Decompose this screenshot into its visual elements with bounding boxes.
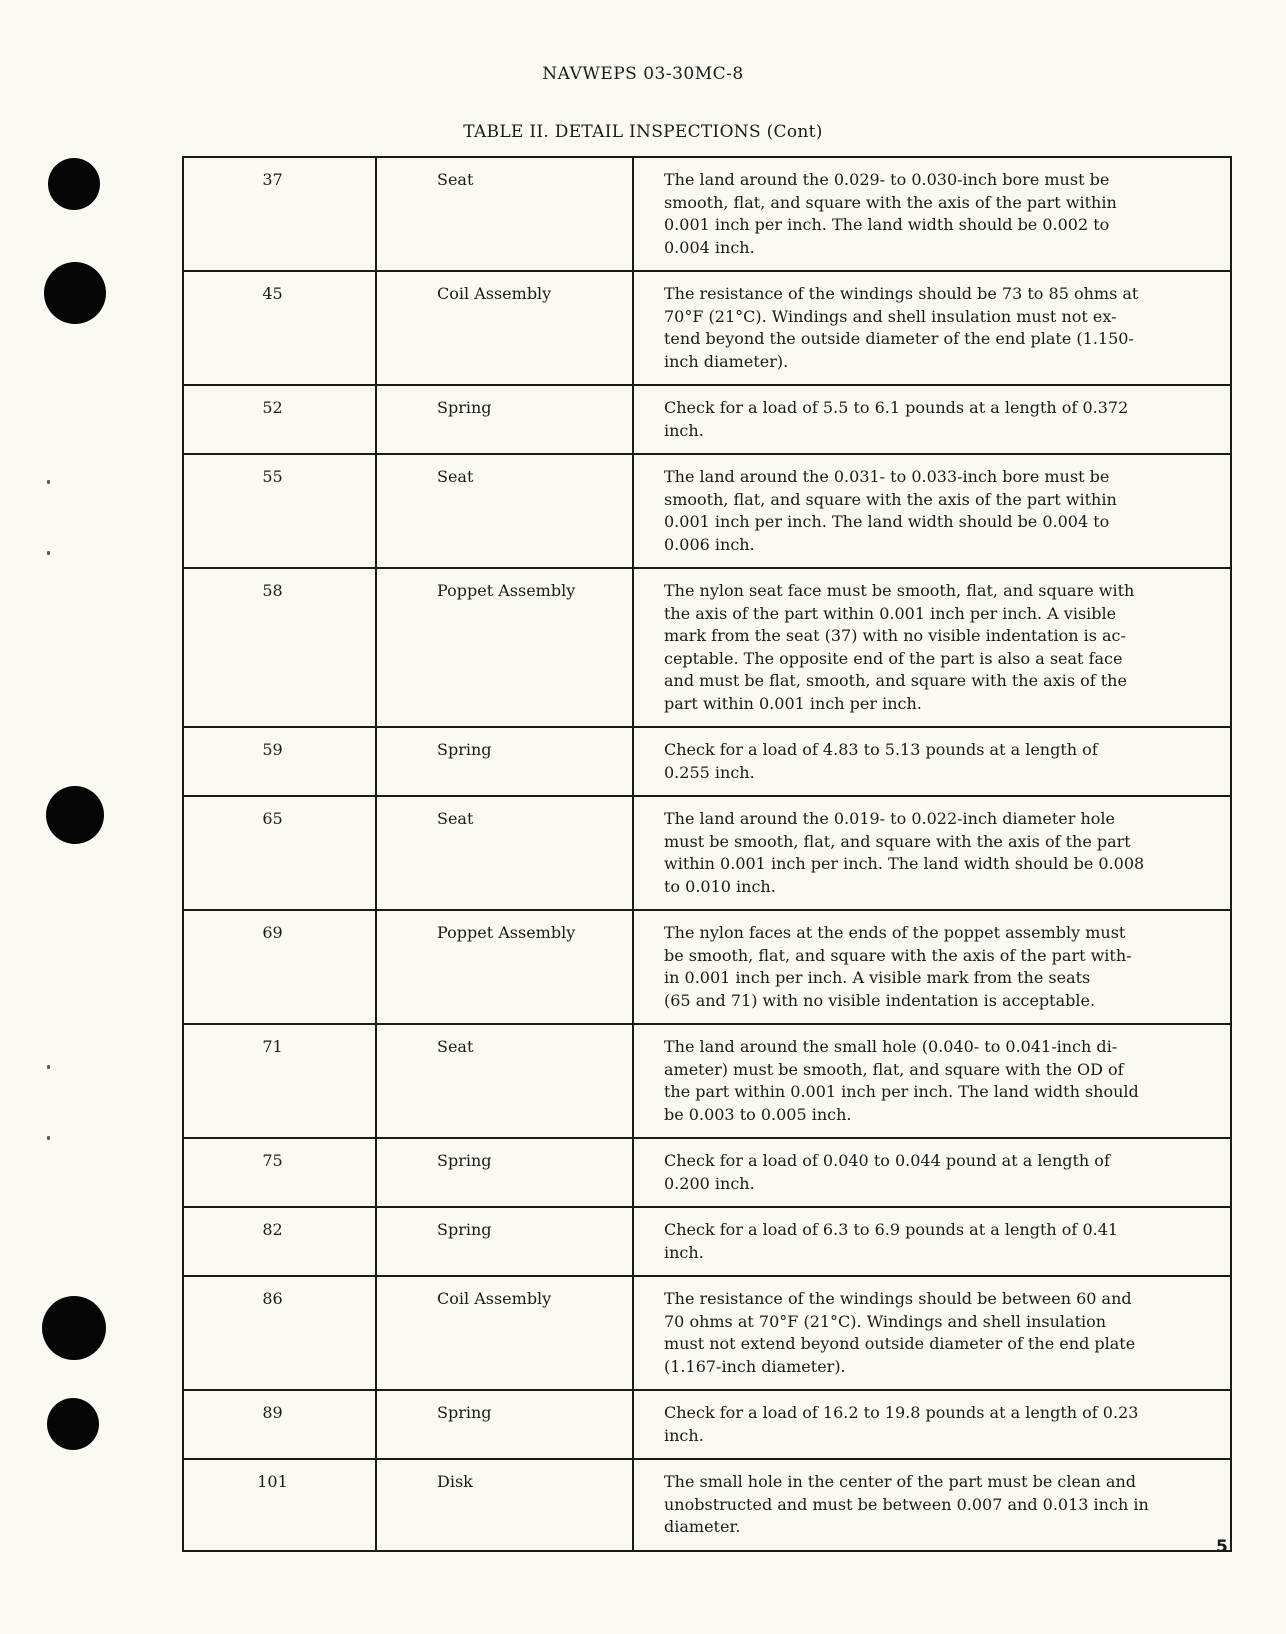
inspection-description-cell: [633, 727, 1231, 796]
inspection-description-cell: [633, 385, 1231, 454]
description-line: must be smooth, flat, and square with the axis of the part: [664, 831, 1131, 851]
description-line: smooth, flat, and square with the axis of the part within: [664, 489, 1117, 509]
description-line: 0.200 inch.: [664, 1173, 755, 1193]
description-line: The land around the 0.031- to 0.033-inch bore must be: [664, 467, 1110, 486]
description-line: inch diameter).: [664, 351, 789, 371]
inspection-description-cell: [633, 454, 1231, 568]
table-row: [183, 568, 1231, 727]
description-line: Check for a load of 0.040 to 0.044 pound at a length of: [664, 1151, 1110, 1170]
inspection-description-cell: [633, 271, 1231, 385]
description-line: 70 ohms at 70°F (21°C). Windings and shell insulation: [664, 1311, 1107, 1331]
inspection-description-cell: [633, 910, 1231, 1024]
ref-number-cell: 89: [183, 1390, 376, 1459]
description-line: (65 and 71) with no visible indentation is acceptable.: [664, 990, 1096, 1010]
speck-mark: [47, 551, 50, 555]
ref-number-cell: 37: [183, 157, 376, 271]
description-line: inch.: [664, 1425, 704, 1445]
description-line: inch.: [664, 420, 704, 440]
punch-hole-2: [44, 262, 106, 324]
description-line: 0.001 inch per inch. The land width should be 0.002 to: [664, 215, 1110, 234]
description-line: smooth, flat, and square with the axis of the part within: [664, 192, 1117, 212]
ref-number-cell: 52: [183, 385, 376, 454]
punch-hole-1: [48, 158, 100, 210]
ref-number-cell: 55: [183, 454, 376, 568]
description-line: The land around the 0.029- to 0.030-inch bore must be: [664, 170, 1110, 189]
table-row: [183, 157, 1231, 271]
part-name-cell: Spring: [376, 727, 633, 796]
part-name-cell: Seat: [376, 157, 633, 271]
inspection-description-cell: [633, 1207, 1231, 1276]
description-line: 0.255 inch.: [664, 762, 755, 782]
description-line: Check for a load of 6.3 to 6.9 pounds at a length of 0.41: [664, 1220, 1119, 1239]
part-name-cell: Disk: [376, 1459, 633, 1551]
description-line: 0.004 inch.: [664, 237, 755, 257]
table-row: [183, 1207, 1231, 1276]
description-line: 70°F (21°C). Windings and shell insulation must not ex-: [664, 306, 1117, 326]
description-line: diameter.: [664, 1517, 741, 1536]
inspection-table: [182, 156, 1232, 1552]
description-line: ameter) must be smooth, flat, and square with the OD of: [664, 1059, 1124, 1079]
ref-number-cell: 59: [183, 727, 376, 796]
part-name-cell: Spring: [376, 1207, 633, 1276]
description-line: ceptable. The opposite end of the part is also a seat face: [664, 648, 1123, 668]
table-row: [183, 1138, 1231, 1207]
table-row: [183, 727, 1231, 796]
part-name-cell: Coil Assembly: [376, 271, 633, 385]
part-name-cell: Spring: [376, 385, 633, 454]
ref-number-cell: 101: [183, 1459, 376, 1551]
description-line: unobstructed and must be between 0.007 and 0.013 inch in: [664, 1494, 1149, 1514]
description-line: The nylon faces at the ends of the poppet assembly must: [664, 923, 1126, 942]
table-row: [183, 796, 1231, 910]
description-line: the axis of the part within 0.001 inch per inch. A visible: [664, 603, 1117, 623]
table-row: [183, 1024, 1231, 1138]
inspection-table-body: [183, 157, 1231, 1551]
part-name-cell: Seat: [376, 796, 633, 910]
description-line: 0.001 inch per inch. The land width should be 0.004 to: [664, 512, 1110, 531]
punch-hole-5: [47, 1398, 99, 1450]
part-name-cell: Spring: [376, 1138, 633, 1207]
part-name-cell: Spring: [376, 1390, 633, 1459]
part-name-cell: Poppet Assembly: [376, 910, 633, 1024]
inspection-description-cell: [633, 1390, 1231, 1459]
ref-number-cell: 45: [183, 271, 376, 385]
description-line: (1.167-inch diameter).: [664, 1356, 846, 1376]
description-line: tend beyond the outside diameter of the end plate (1.150-: [664, 329, 1134, 348]
inspection-description-cell: [633, 1024, 1231, 1138]
inspection-description-cell: [633, 796, 1231, 910]
description-line: be smooth, flat, and square with the axis of the part with-: [664, 945, 1132, 965]
ref-number-cell: 69: [183, 910, 376, 1024]
description-line: the part within 0.001 inch per inch. The land width should: [664, 1082, 1139, 1101]
part-name-cell: Poppet Assembly: [376, 568, 633, 727]
punch-hole-3: [46, 786, 104, 844]
table-row: [183, 1390, 1231, 1459]
table-row: [183, 910, 1231, 1024]
description-line: to 0.010 inch.: [664, 876, 776, 896]
description-line: must not extend beyond outside diameter of the end plate: [664, 1334, 1136, 1353]
inspection-description-cell: [633, 568, 1231, 727]
part-name-cell: Seat: [376, 1024, 633, 1138]
ref-number-cell: 86: [183, 1276, 376, 1390]
page-number: 5: [1216, 1537, 1228, 1557]
table-row: [183, 454, 1231, 568]
description-line: The land around the small hole (0.040- to 0.041-inch di-: [664, 1037, 1118, 1056]
speck-mark: [47, 1136, 50, 1140]
description-line: in 0.001 inch per inch. A visible mark from the seats: [664, 968, 1091, 987]
ref-number-cell: 82: [183, 1207, 376, 1276]
description-line: The small hole in the center of the part must be clean and: [664, 1472, 1136, 1491]
part-name-cell: Seat: [376, 454, 633, 568]
table-row: [183, 271, 1231, 385]
part-name-cell: Coil Assembly: [376, 1276, 633, 1390]
description-line: Check for a load of 4.83 to 5.13 pounds at a length of: [664, 740, 1098, 759]
description-line: mark from the seat (37) with no visible indentation is ac-: [664, 626, 1126, 645]
inspection-description-cell: [633, 1138, 1231, 1207]
description-line: inch.: [664, 1242, 704, 1262]
ref-number-cell: 75: [183, 1138, 376, 1207]
description-line: part within 0.001 inch per inch.: [664, 693, 922, 713]
table-row: [183, 1276, 1231, 1390]
ref-number-cell: 71: [183, 1024, 376, 1138]
table-title: TABLE II. DETAIL INSPECTIONS (Cont): [463, 122, 823, 142]
description-line: be 0.003 to 0.005 inch.: [664, 1104, 852, 1124]
description-line: Check for a load of 16.2 to 19.8 pounds at a length of 0.23: [664, 1403, 1139, 1422]
document-id: NAVWEPS 03-30MC-8: [542, 64, 744, 84]
description-line: and must be flat, smooth, and square with the axis of the: [664, 671, 1127, 690]
table-row: [183, 385, 1231, 454]
inspection-description-cell: [633, 157, 1231, 271]
ref-number-cell: 65: [183, 796, 376, 910]
speck-mark: [47, 480, 50, 484]
description-line: within 0.001 inch per inch. The land width should be 0.008: [664, 854, 1145, 873]
description-line: 0.006 inch.: [664, 534, 755, 554]
description-line: The land around the 0.019- to 0.022-inch diameter hole: [664, 809, 1115, 828]
table-row: [183, 1459, 1231, 1551]
ref-number-cell: 58: [183, 568, 376, 727]
inspection-description-cell: [633, 1276, 1231, 1390]
description-line: Check for a load of 5.5 to 6.1 pounds at a length of 0.372: [664, 398, 1129, 417]
inspection-description-cell: [633, 1459, 1231, 1551]
description-line: The resistance of the windings should be between 60 and: [664, 1289, 1132, 1308]
description-line: The nylon seat face must be smooth, flat, and square with: [664, 581, 1135, 600]
punch-hole-4: [42, 1296, 106, 1360]
description-line: The resistance of the windings should be 73 to 85 ohms at: [664, 284, 1139, 303]
speck-mark: [47, 1065, 50, 1069]
